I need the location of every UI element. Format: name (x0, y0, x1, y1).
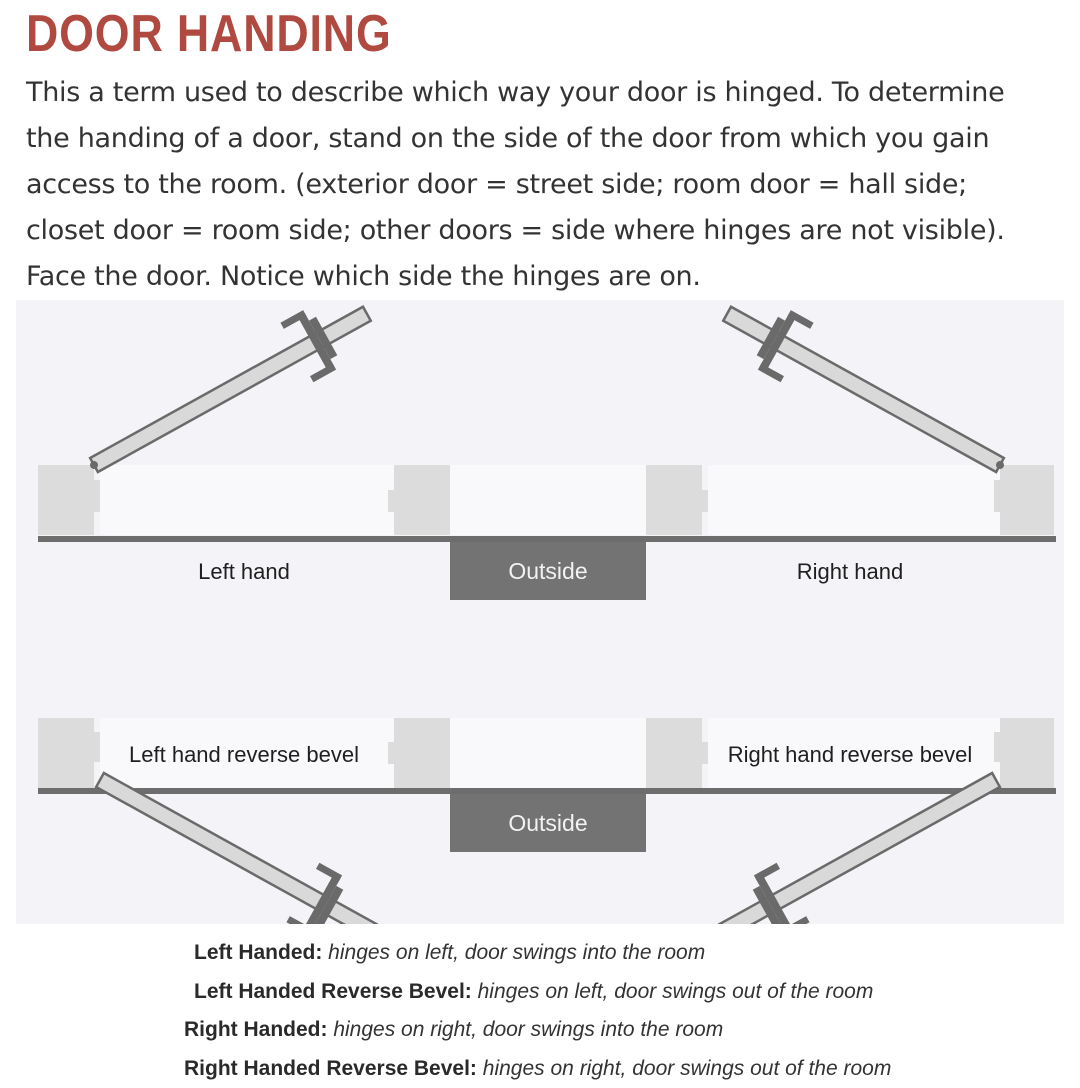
label-left-hand: Left hand (198, 559, 290, 584)
legend-term: Left Handed: (194, 941, 322, 964)
legend-desc: hinges on right, door swings into the room (333, 1018, 723, 1041)
label-outside-top: Outside (508, 558, 587, 584)
diagram-canvas (16, 300, 1064, 924)
legend-desc: hinges on right, door swings out of the room (483, 1057, 892, 1080)
intro-line: This a term used to describe which way your door is hinged. To determine (26, 70, 1071, 116)
legend-desc: hinges on left, door swings into the room (328, 941, 705, 964)
page-title: DOOR HANDING (26, 4, 392, 64)
wall-block-mid-left (394, 718, 450, 788)
door-handing-diagram (16, 300, 1064, 924)
legend-term: Right Handed Reverse Bevel: (184, 1057, 477, 1080)
legend-item (184, 1050, 891, 1088)
wall-block-mid-right (646, 718, 702, 788)
floor-line-bottom (38, 788, 1056, 794)
door-stop (994, 732, 1000, 762)
door-stop (94, 480, 100, 512)
top-walls (38, 465, 1054, 535)
door-slab (90, 307, 371, 472)
legend-term: Left Handed Reverse Bevel: (194, 980, 472, 1003)
legend-desc: hinges on left, door swings out of the room (478, 980, 874, 1003)
door-stop (994, 480, 1000, 512)
label-left-hand-reverse-bevel: Left hand reverse bevel (129, 742, 359, 767)
label-right-hand: Right hand (797, 559, 903, 584)
intro-line: access to the room. (exterior door = street side; room door = hall side; (26, 162, 1071, 208)
door-opening (708, 465, 1000, 535)
wall-block-mid-left (394, 465, 450, 535)
door-slab (723, 307, 1004, 472)
label-outside-bottom: Outside (508, 810, 587, 836)
wall-gap (450, 718, 646, 788)
wall-block-mid-right (646, 465, 702, 535)
door-stop (388, 742, 394, 764)
label-right-hand-reverse-bevel: Right hand reverse bevel (728, 742, 973, 767)
legend-term: Right Handed: (184, 1018, 327, 1041)
door-stop (94, 732, 100, 762)
legend-item (194, 973, 873, 1012)
wall-block-right (1000, 465, 1054, 535)
wall-gap (450, 465, 646, 535)
door-stop (702, 490, 708, 512)
wall-block-right (1000, 718, 1054, 788)
intro-line: closet door = room side; other doors = side where hinges are not visible). (26, 208, 1071, 254)
door-stop (388, 490, 394, 512)
wall-block-left (38, 465, 94, 535)
floor-line-top (38, 536, 1056, 542)
wall-block-left (38, 718, 94, 788)
door-opening (100, 465, 394, 535)
legend-item (184, 1011, 723, 1050)
intro-line: Face the door. Notice which side the hinges are on. (26, 254, 1071, 300)
intro-line: the handing of a door, stand on the side of the door from which you gain (26, 116, 1071, 162)
legend-item (194, 934, 705, 973)
door-stop (702, 742, 708, 764)
intro-paragraph (26, 70, 1071, 300)
